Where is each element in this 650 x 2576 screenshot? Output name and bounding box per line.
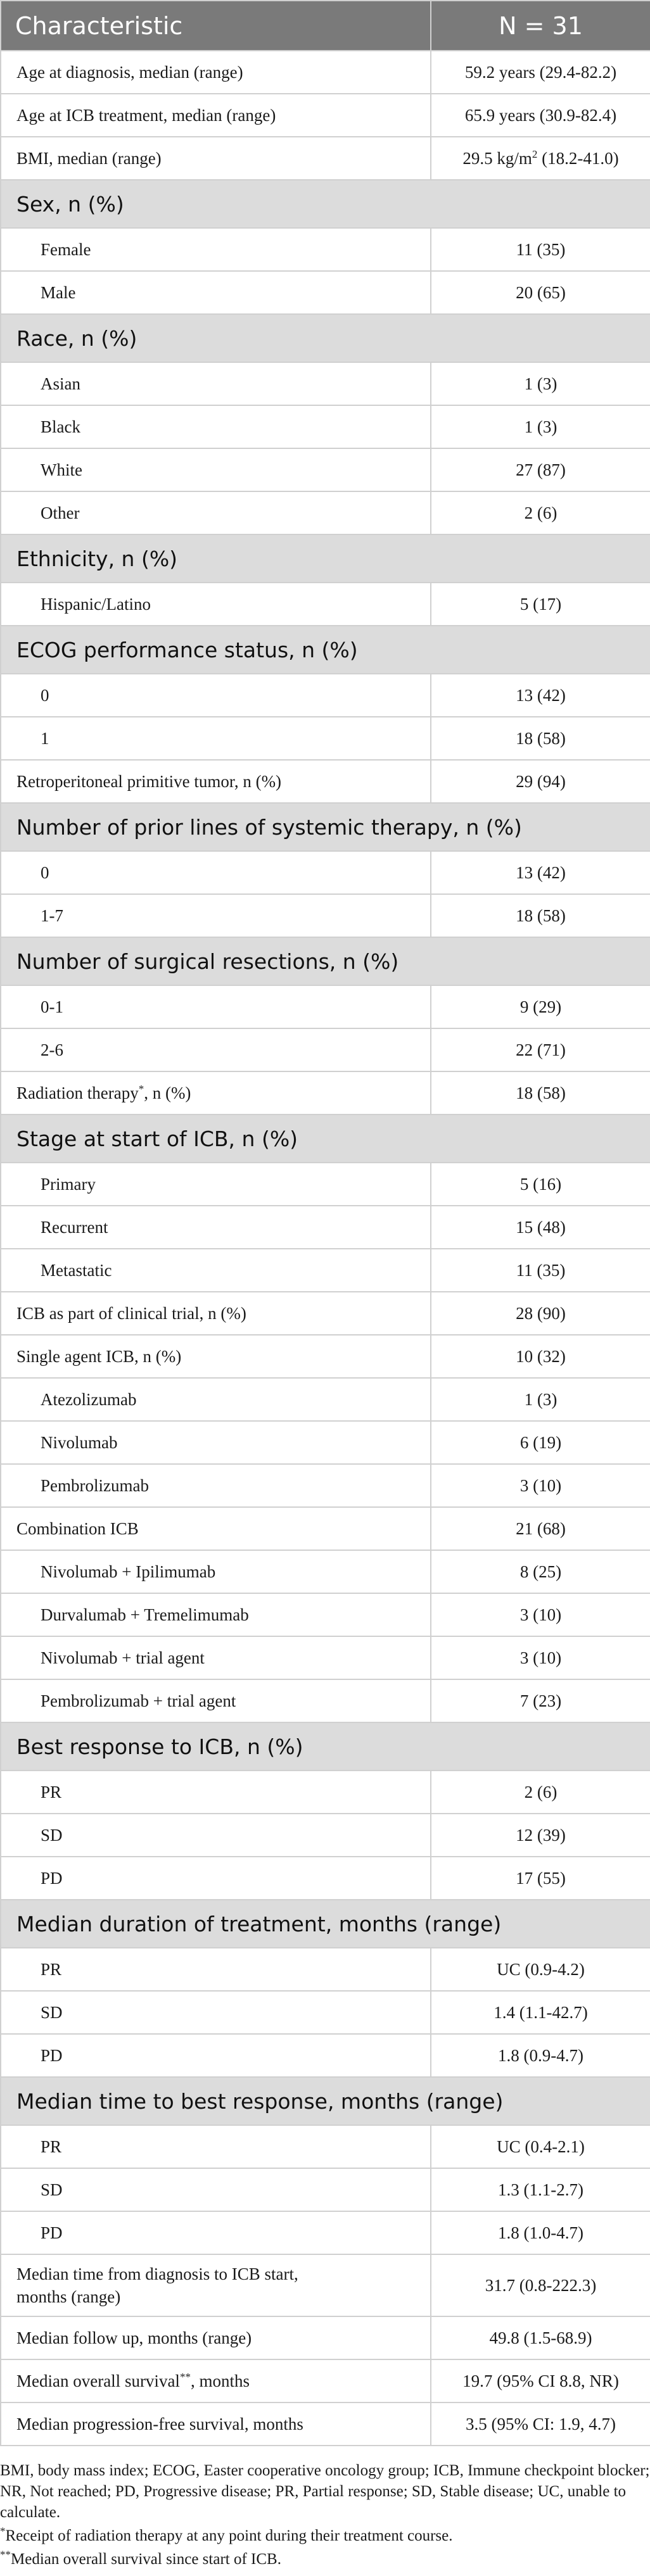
- table-row: [1, 1163, 650, 1206]
- row-value: 3 (10): [431, 1593, 650, 1636]
- table-row: [1, 717, 650, 760]
- header-n: N = 31: [431, 1, 650, 51]
- row-value: UC (0.9-4.2): [431, 1948, 650, 1991]
- footnote-os-mark: **: [0, 2548, 11, 2561]
- section-header: [1, 2077, 650, 2125]
- row-label: 0: [1, 851, 431, 894]
- table-row: [1, 1507, 650, 1550]
- table-row: [1, 2316, 650, 2359]
- header-characteristic: Characteristic: [1, 1, 431, 51]
- row-value: 22 (71): [431, 1028, 650, 1071]
- table-row: [1, 1378, 650, 1421]
- bmi-value-main: 29.5 kg/m: [462, 148, 532, 168]
- row-label: Median progression-free survival, months: [1, 2402, 431, 2446]
- table-row: [1, 1335, 650, 1378]
- row-value: 1 (3): [431, 405, 650, 448]
- os-label-suffix: , months: [190, 2371, 250, 2390]
- row-value: 12 (39): [431, 1814, 650, 1857]
- table-row: [1, 491, 650, 534]
- row-value: 1 (3): [431, 362, 650, 405]
- row-value: 1.4 (1.1-42.7): [431, 1991, 650, 2034]
- row-label: 1: [1, 717, 431, 760]
- row-label: [1, 1071, 431, 1114]
- section-header: [1, 1722, 650, 1771]
- table-row: [1, 1249, 650, 1292]
- row-value: 11 (35): [431, 228, 650, 271]
- section-title: Number of prior lines of systemic therapy, n (%): [1, 803, 650, 851]
- row-label: [1, 2359, 431, 2402]
- table-row: [1, 1028, 650, 1071]
- row-value: 10 (32): [431, 1335, 650, 1378]
- row-label: 0: [1, 674, 431, 717]
- row-label: 2-6: [1, 1028, 431, 1071]
- row-label: Nivolumab: [1, 1421, 431, 1464]
- section-header: [1, 1900, 650, 1948]
- table-row: [1, 1991, 650, 2034]
- table-row: [1, 1464, 650, 1507]
- section-title: Sex, n (%): [1, 180, 650, 228]
- row-label: PD: [1, 1857, 431, 1900]
- row-value: 20 (65): [431, 271, 650, 314]
- table-row: [1, 1679, 650, 1722]
- diag-to-icb-label-line1: Median time from diagnosis to ICB start,: [16, 2264, 298, 2283]
- row-label: PD: [1, 2211, 431, 2254]
- row-label: SD: [1, 1991, 431, 2034]
- row-label: ICB as part of clinical trial, n (%): [1, 1292, 431, 1335]
- table-row: [1, 2254, 650, 2316]
- table-row: [1, 448, 650, 491]
- table-row: [1, 1071, 650, 1114]
- section-title: Race, n (%): [1, 314, 650, 362]
- section-title: Best response to ICB, n (%): [1, 1722, 650, 1771]
- table-row: [1, 2211, 650, 2254]
- table-row: [1, 405, 650, 448]
- table-row: [1, 1814, 650, 1857]
- bmi-value-range: (18.2-41.0): [537, 148, 619, 168]
- radiation-footnote-mark: *: [138, 1082, 144, 1095]
- row-value: 5 (16): [431, 1163, 650, 1206]
- footnote-radiation: [0, 2525, 650, 2546]
- table-row: [1, 51, 650, 94]
- section-header: [1, 626, 650, 674]
- radiation-label-suffix: , n (%): [144, 1083, 191, 1102]
- table-row: [1, 271, 650, 314]
- table-row: [1, 674, 650, 717]
- row-label: Pembrolizumab: [1, 1464, 431, 1507]
- bmi-superscript: 2: [532, 148, 538, 160]
- row-value: 6 (19): [431, 1421, 650, 1464]
- row-label: SD: [1, 2168, 431, 2211]
- row-value: 3 (10): [431, 1464, 650, 1507]
- radiation-label: Radiation therapy: [16, 1083, 139, 1102]
- section-header: [1, 180, 650, 228]
- row-value: [431, 137, 650, 180]
- row-value: UC (0.4-2.1): [431, 2125, 650, 2168]
- row-label: Durvalumab + Tremelimumab: [1, 1593, 431, 1636]
- row-label: Single agent ICB, n (%): [1, 1335, 431, 1378]
- row-label: Asian: [1, 362, 431, 405]
- row-value: 13 (42): [431, 851, 650, 894]
- section-header: [1, 937, 650, 985]
- row-value: 17 (55): [431, 1857, 650, 1900]
- section-title: Median duration of treatment, months (range): [1, 1900, 650, 1948]
- row-value: 27 (87): [431, 448, 650, 491]
- row-label: Median follow up, months (range): [1, 2316, 431, 2359]
- row-label: PR: [1, 2125, 431, 2168]
- table-row: [1, 1206, 650, 1249]
- row-value: 29 (94): [431, 760, 650, 803]
- row-label: SD: [1, 1814, 431, 1857]
- row-value: 28 (90): [431, 1292, 650, 1335]
- row-value: 49.8 (1.5-68.9): [431, 2316, 650, 2359]
- table-row: [1, 985, 650, 1028]
- table-row: [1, 1292, 650, 1335]
- footnote-abbreviations: BMI, body mass index; ECOG, Easter cooperative oncology group; ICB, Immune checkpoint blocker; NR, Not reached; PD, Progressive disease; PR, Partial response; SD, Stable disease; UC, unable to calculate.: [0, 2462, 650, 2521]
- footnote-os-text: Median overall survival since start of ICB.: [11, 2551, 281, 2568]
- row-value: 3 (10): [431, 1636, 650, 1679]
- row-value: 1.8 (0.9-4.7): [431, 2034, 650, 2077]
- row-value: 7 (23): [431, 1679, 650, 1722]
- row-value: 21 (68): [431, 1507, 650, 1550]
- section-title: Ethnicity, n (%): [1, 534, 650, 583]
- row-label: 1-7: [1, 894, 431, 937]
- row-value: 1 (3): [431, 1378, 650, 1421]
- row-label: BMI, median (range): [1, 137, 431, 180]
- section-title: Median time to best response, months (range): [1, 2077, 650, 2125]
- row-label: Female: [1, 228, 431, 271]
- row-value: 1.8 (1.0-4.7): [431, 2211, 650, 2254]
- footnote-radiation-mark: *: [0, 2525, 6, 2537]
- table-row: [1, 1636, 650, 1679]
- row-label: PD: [1, 2034, 431, 2077]
- row-label: Primary: [1, 1163, 431, 1206]
- table-row: [1, 2125, 650, 2168]
- row-value: 3.5 (95% CI: 1.9, 4.7): [431, 2402, 650, 2446]
- section-title: ECOG performance status, n (%): [1, 626, 650, 674]
- table-row: [1, 760, 650, 803]
- row-label: Nivolumab + trial agent: [1, 1636, 431, 1679]
- footnote-os: [0, 2549, 650, 2570]
- row-label: White: [1, 448, 431, 491]
- table-row: [1, 1593, 650, 1636]
- row-value: 13 (42): [431, 674, 650, 717]
- diag-to-icb-label-line2: months (range): [16, 2287, 121, 2306]
- row-value: 15 (48): [431, 1206, 650, 1249]
- row-label: Age at ICB treatment, median (range): [1, 94, 431, 137]
- row-label: Other: [1, 491, 431, 534]
- row-label: PR: [1, 1771, 431, 1814]
- row-value: 65.9 years (30.9-82.4): [431, 94, 650, 137]
- table-row: [1, 2168, 650, 2211]
- row-value: 1.3 (1.1-2.7): [431, 2168, 650, 2211]
- os-footnote-mark: **: [179, 2370, 191, 2383]
- row-label: Combination ICB: [1, 1507, 431, 1550]
- row-label: Male: [1, 271, 431, 314]
- table-row: [1, 1857, 650, 1900]
- table-row: [1, 137, 650, 180]
- section-header: [1, 534, 650, 583]
- section-header: [1, 803, 650, 851]
- row-label: PR: [1, 1948, 431, 1991]
- row-label: Black: [1, 405, 431, 448]
- row-value: 8 (25): [431, 1550, 650, 1593]
- row-label: Age at diagnosis, median (range): [1, 51, 431, 94]
- table-row: [1, 1948, 650, 1991]
- table-row: [1, 894, 650, 937]
- table-row: [1, 94, 650, 137]
- row-label: Recurrent: [1, 1206, 431, 1249]
- row-label: Hispanic/Latino: [1, 583, 431, 626]
- section-header: [1, 314, 650, 362]
- os-label: Median overall survival: [16, 2371, 180, 2390]
- row-value: 11 (35): [431, 1249, 650, 1292]
- row-value: 31.7 (0.8-222.3): [431, 2254, 650, 2316]
- table-row: [1, 1771, 650, 1814]
- row-value: 9 (29): [431, 985, 650, 1028]
- row-label: 0-1: [1, 985, 431, 1028]
- row-value: 59.2 years (29.4-82.2): [431, 51, 650, 94]
- row-label: Atezolizumab: [1, 1378, 431, 1421]
- row-label: Metastatic: [1, 1249, 431, 1292]
- table-row: [1, 2359, 650, 2402]
- section-title: Stage at start of ICB, n (%): [1, 1114, 650, 1163]
- row-label: Retroperitoneal primitive tumor, n (%): [1, 760, 431, 803]
- row-value: 2 (6): [431, 491, 650, 534]
- table-row: [1, 1421, 650, 1464]
- row-label: Pembrolizumab + trial agent: [1, 1679, 431, 1722]
- row-label: Nivolumab + Ipilimumab: [1, 1550, 431, 1593]
- table-row: [1, 1550, 650, 1593]
- row-value: 18 (58): [431, 894, 650, 937]
- table-row: [1, 2402, 650, 2446]
- row-value: 18 (58): [431, 1071, 650, 1114]
- table-footnotes: [0, 2446, 650, 2570]
- table-row: [1, 362, 650, 405]
- table-row: [1, 228, 650, 271]
- section-header: [1, 1114, 650, 1163]
- table-row: [1, 583, 650, 626]
- row-value: 2 (6): [431, 1771, 650, 1814]
- section-title: Number of surgical resections, n (%): [1, 937, 650, 985]
- table-row: [1, 851, 650, 894]
- row-label: [1, 2254, 431, 2316]
- row-value: 5 (17): [431, 583, 650, 626]
- table-row: [1, 2034, 650, 2077]
- footnote-radiation-text: Receipt of radiation therapy at any point during their treatment course.: [5, 2527, 453, 2544]
- table-header: [1, 1, 650, 51]
- row-value: 19.7 (95% CI 8.8, NR): [431, 2359, 650, 2402]
- row-value: 18 (58): [431, 717, 650, 760]
